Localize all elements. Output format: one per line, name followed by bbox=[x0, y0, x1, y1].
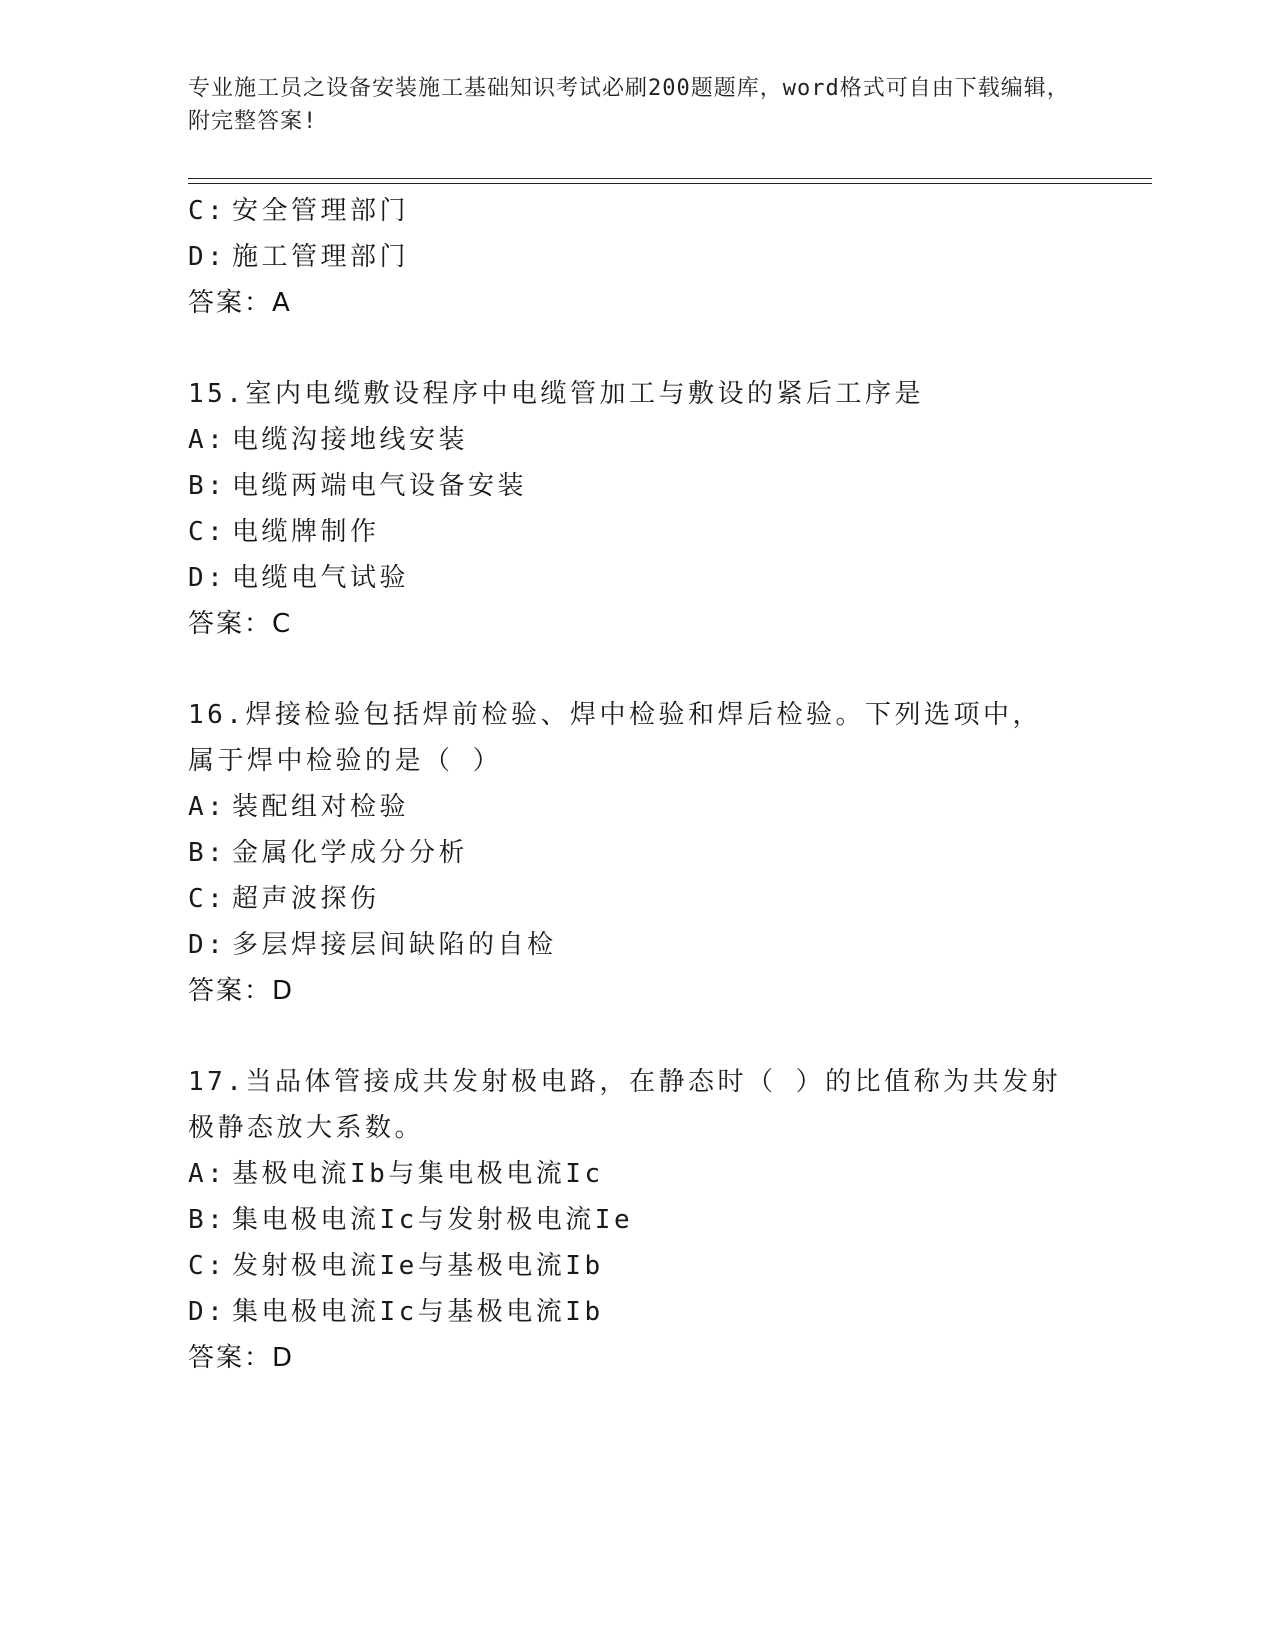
option-line bbox=[188, 922, 1088, 968]
option-text: 超声波探伤 bbox=[232, 884, 380, 914]
option-text: 集电极电流Ic与发射极电流Ie bbox=[232, 1205, 634, 1235]
option-text: 电缆沟接地线安装 bbox=[232, 425, 469, 455]
option-line bbox=[188, 830, 1088, 876]
option-line bbox=[188, 784, 1088, 830]
option-line bbox=[188, 1289, 1088, 1335]
option-letter: D: bbox=[188, 930, 227, 960]
document-header: 专业施工员之设备安装施工基础知识考试必刷200题题库，word格式可自由下载编辑，附完整答案! bbox=[188, 76, 1070, 134]
option-letter: D: bbox=[188, 1297, 227, 1327]
option-text: 装配组对检验 bbox=[232, 792, 410, 822]
question-stem: 15.室内电缆敷设程序中电缆管加工与敷设的紧后工序是 bbox=[188, 379, 924, 409]
option-text: 电缆电气试验 bbox=[232, 563, 410, 593]
question-17 bbox=[188, 1059, 1088, 1381]
option-letter: C: bbox=[188, 884, 227, 914]
answer-line: 答案：D bbox=[188, 1343, 295, 1373]
answer-line: 答案：D bbox=[188, 976, 295, 1006]
option-line bbox=[188, 876, 1088, 922]
question-stem: 17.当品体管接成共发射极电路，在静态时（ ）的比值称为共发射极静态放大系数。 bbox=[188, 1067, 1062, 1143]
option-line bbox=[188, 509, 1088, 555]
option-line bbox=[188, 1197, 1088, 1243]
previous-question-tail bbox=[188, 188, 1088, 326]
option-text: 施工管理部门 bbox=[232, 242, 410, 272]
option-text: 发射极电流Ie与基极电流Ib bbox=[232, 1251, 604, 1281]
option-letter: A: bbox=[188, 425, 227, 455]
option-line bbox=[188, 417, 1088, 463]
question-stem: 16.焊接检验包括焊前检验、焊中检验和焊后检验。下列选项中，属于焊中检验的是（ ） bbox=[188, 700, 1042, 776]
option-line bbox=[188, 234, 1088, 280]
option-letter: C: bbox=[188, 517, 227, 547]
question-15 bbox=[188, 371, 1088, 647]
option-text: 电缆牌制作 bbox=[232, 517, 380, 547]
option-letter: A: bbox=[188, 1159, 227, 1189]
header-rule-top bbox=[188, 178, 1152, 179]
option-letter: A: bbox=[188, 792, 227, 822]
header-rule-bottom bbox=[188, 183, 1152, 184]
option-text: 电缆两端电气设备安装 bbox=[232, 471, 528, 501]
question-content bbox=[188, 188, 1088, 1381]
option-text: 安全管理部门 bbox=[232, 196, 410, 226]
option-letter: B: bbox=[188, 471, 227, 501]
option-text: 金属化学成分分析 bbox=[232, 838, 469, 868]
answer-line: 答案：C bbox=[188, 609, 293, 639]
option-line bbox=[188, 1243, 1088, 1289]
option-text: 集电极电流Ic与基极电流Ib bbox=[232, 1297, 604, 1327]
option-letter: B: bbox=[188, 1205, 227, 1235]
option-text: 基极电流Ib与集电极电流Ic bbox=[232, 1159, 604, 1189]
option-line bbox=[188, 463, 1088, 509]
option-letter: B: bbox=[188, 838, 227, 868]
option-line bbox=[188, 555, 1088, 601]
option-letter: D: bbox=[188, 563, 227, 593]
option-letter: C: bbox=[188, 196, 227, 226]
answer-line: 答案：A bbox=[188, 288, 292, 318]
option-text: 多层焊接层间缺陷的自检 bbox=[232, 930, 557, 960]
option-line bbox=[188, 1151, 1088, 1197]
option-letter: D: bbox=[188, 242, 227, 272]
option-letter: C: bbox=[188, 1251, 227, 1281]
question-16 bbox=[188, 692, 1088, 1014]
option-line bbox=[188, 188, 1088, 234]
